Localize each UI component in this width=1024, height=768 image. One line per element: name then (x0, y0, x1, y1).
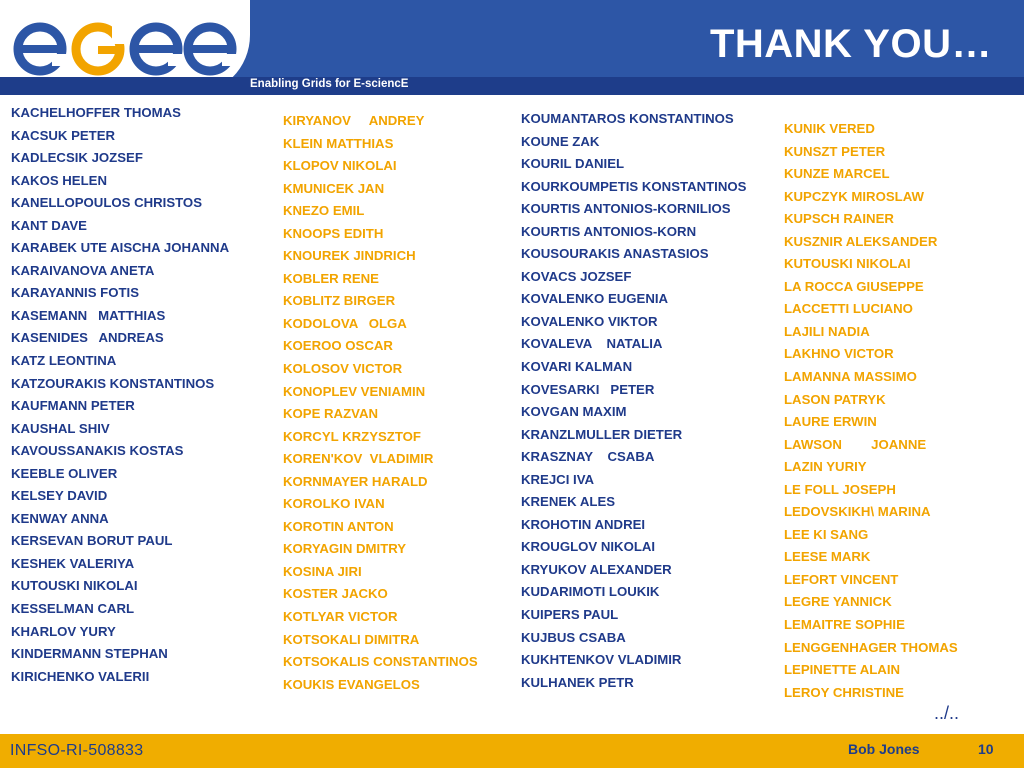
name-entry: KOEROO OSCAR (283, 338, 393, 354)
name-entry: LAURE ERWIN (784, 414, 877, 430)
name-entry: KOUSOURAKIS ANASTASIOS (521, 246, 709, 262)
name-entry: KUTOUSKI NIKOLAI (11, 578, 138, 594)
name-entry: KAVOUSSANAKIS KOSTAS (11, 443, 184, 459)
name-entry: KATZOURAKIS KONSTANTINOS (11, 375, 215, 391)
name-entry: KUTOUSKI NIKOLAI (784, 256, 911, 272)
name-entry: KHARLOV YURY (11, 623, 116, 639)
name-entry: LAJILI NADIA (784, 323, 870, 339)
name-entry: KESSELMAN CARL (11, 601, 135, 617)
name-entry: KLOPOV NIKOLAI (283, 158, 397, 174)
name-entry: KNEZO EMIL (283, 203, 365, 219)
name-entry: KOVESARKI PETER (521, 381, 655, 397)
name-entry: KUSZNIR ALEKSANDER (784, 233, 938, 249)
name-entry: KLEIN MATTHIAS (283, 135, 394, 151)
names-column-1 (11, 102, 229, 688)
name-entry: KESHEK VALERIYA (11, 555, 135, 571)
name-entry: KACHELHOFFER THOMAS (11, 105, 181, 120)
name-entry: KADLECSIK JOZSEF (11, 150, 143, 166)
name-entry: KOURTIS ANTONIOS-KORN (521, 223, 697, 239)
name-entry: KIRICHENKO VALERII (11, 668, 150, 684)
name-entry: KIRYANOV ANDREY (283, 113, 425, 128)
name-entry: KINDERMANN STEPHAN (11, 646, 168, 662)
name-entry: KUDARIMOTI LOUKIK (521, 584, 660, 600)
name-entry: KOTSOKALIS CONSTANTINOS (283, 654, 478, 670)
name-entry: KROHOTIN ANDREI (521, 516, 646, 532)
names-column-3 (521, 108, 746, 694)
name-entry: KORCYL KRZYSZTOF (283, 428, 421, 444)
name-entry: KONOPLEV VENIAMIN (283, 383, 426, 399)
name-entry: KOURIL DANIEL (521, 156, 625, 172)
name-entry: KARAYANNIS FOTIS (11, 285, 139, 301)
name-entry: KOTLYAR VICTOR (283, 609, 398, 625)
name-entry: KOUNE ZAK (521, 133, 600, 149)
name-entry: KANELLOPOULOS CHRISTOS (11, 195, 202, 211)
tagline: Enabling Grids for E-sciencE (250, 78, 409, 90)
names-column-4 (784, 118, 958, 704)
name-entry: KERSEVAN BORUT PAUL (11, 533, 173, 549)
name-entry: KOSTER JACKO (283, 586, 388, 602)
footer-bar (0, 734, 1024, 768)
name-entry: KARAIVANOVA ANETA (11, 262, 155, 278)
name-entry: KULHANEK PETR (521, 674, 634, 690)
name-entry: LENGGENHAGER THOMAS (784, 639, 958, 655)
name-entry: LA ROCCA GIUSEPPE (784, 278, 924, 294)
name-entry: KOUMANTAROS KONSTANTINOS (521, 111, 734, 126)
name-entry: KUPCZYK MIROSLAW (784, 188, 924, 204)
name-entry: LEESE MARK (784, 549, 871, 565)
name-entry: KOBLER RENE (283, 270, 379, 286)
name-entry: KODOLOVA OLGA (283, 315, 407, 331)
name-entry: KELSEY DAVID (11, 488, 108, 504)
continuation-mark: ../.. (934, 703, 960, 723)
name-entry: KROUGLOV NIKOLAI (521, 539, 656, 555)
name-entry: LAWSON JOANNE (784, 436, 927, 452)
name-entry: KOVARI KALMAN (521, 359, 633, 375)
name-entry: KRYUKOV ALEXANDER (521, 561, 672, 577)
name-entry: KUJBUS CSABA (521, 629, 626, 645)
page-number: 10 (978, 741, 994, 757)
name-entry: KUNZE MARCEL (784, 166, 890, 182)
name-entry: KOTSOKALI DIMITRA (283, 631, 420, 647)
name-entry: KOPE RAZVAN (283, 406, 379, 422)
name-entry: LASON PATRYK (784, 391, 886, 407)
name-entry: KNOOPS EDITH (283, 225, 384, 241)
names-column-2 (283, 110, 478, 696)
name-entry: KAUFMANN PETER (11, 398, 135, 414)
name-entry: KOVALENKO EUGENIA (521, 291, 669, 307)
name-entry: LEFORT VINCENT (784, 571, 899, 587)
name-entry: KUKHTENKOV VLADIMIR (521, 652, 682, 668)
name-entry: KANT DAVE (11, 217, 87, 233)
name-entry: KACSUK PETER (11, 127, 116, 143)
name-entry: KASEMANN MATTHIAS (11, 307, 166, 323)
name-entry: KOLOSOV VICTOR (283, 361, 403, 377)
subtitle-bar (0, 77, 1024, 95)
name-entry: KUPSCH RAINER (784, 211, 894, 227)
name-entry: KATZ LEONTINA (11, 353, 117, 369)
egee-logo (12, 20, 237, 78)
name-entry: KUNIK VERED (784, 121, 875, 136)
name-entry: KOVALENKO VIKTOR (521, 313, 658, 329)
name-entry: KREJCI IVA (521, 471, 595, 487)
name-entry: LAZIN YURIY (784, 459, 867, 475)
name-entry: LAMANNA MASSIMO (784, 369, 917, 385)
name-entry: KOREN'KOV VLADIMIR (283, 451, 434, 467)
name-entry: KOBLITZ BIRGER (283, 293, 396, 309)
name-entry: KNOUREK JINDRICH (283, 248, 416, 264)
project-id: INFSO-RI-508833 (10, 742, 144, 759)
name-entry: LAKHNO VICTOR (784, 346, 894, 362)
name-entry: LACCETTI LUCIANO (784, 301, 913, 317)
name-entry: LE FOLL JOSEPH (784, 481, 896, 497)
author-name: Bob Jones (848, 741, 920, 757)
name-entry: LEMAITRE SOPHIE (784, 617, 905, 633)
slide-title: THANK YOU… (709, 22, 992, 66)
name-entry: KOURTIS ANTONIOS-KORNILIOS (521, 201, 731, 217)
header-bar (0, 0, 1024, 95)
name-entry: KENWAY ANNA (11, 510, 109, 526)
name-entry: KOVALEVA NATALIA (521, 336, 663, 352)
name-entry: LEE KI SANG (784, 526, 869, 542)
name-entry: KOROTIN ANTON (283, 518, 394, 534)
name-entry: KOURKOUMPETIS KONSTANTINOS (521, 178, 747, 194)
name-entry: KOUKIS EVANGELOS (283, 676, 420, 692)
name-entry: KUIPERS PAUL (521, 607, 619, 623)
name-entry: KOSINA JIRI (283, 563, 362, 579)
name-entry: LEDOVSKIKH\ MARINA (784, 504, 931, 520)
name-entry: KASENIDES ANDREAS (11, 330, 164, 346)
name-entry: KORNMAYER HARALD (283, 473, 428, 489)
name-entry: KOVGAN MAXIM (521, 404, 627, 420)
name-entry: KRASZNAY CSABA (521, 449, 655, 465)
name-entry: KUNSZT PETER (784, 143, 886, 159)
name-entry: KOROLKO IVAN (283, 496, 385, 512)
name-entry: LEPINETTE ALAIN (784, 662, 901, 678)
name-entry: KMUNICEK JAN (283, 180, 385, 196)
name-entry: KEEBLE OLIVER (11, 465, 118, 481)
name-entry: KARABEK UTE AISCHA JOHANNA (11, 240, 230, 256)
name-entry: KRENEK ALES (521, 494, 616, 510)
name-entry: KRANZLMULLER DIETER (521, 426, 683, 442)
name-entry: KAKOS HELEN (11, 172, 107, 188)
name-entry: KORYAGIN DMITRY (283, 541, 407, 557)
name-entry: LEROY CHRISTINE (784, 684, 904, 700)
name-entry: KOVACS JOZSEF (521, 268, 632, 284)
name-entry: LEGRE YANNICK (784, 594, 892, 610)
name-entry: KAUSHAL SHIV (11, 420, 110, 436)
